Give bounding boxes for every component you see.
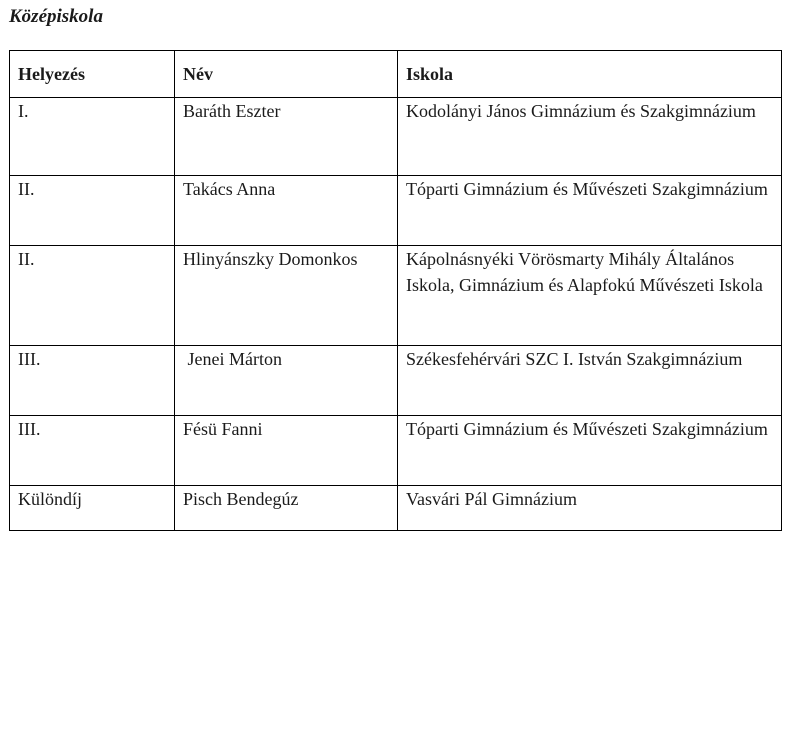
- cell-name: Pisch Bendegúz: [175, 486, 398, 531]
- table-row: [10, 176, 782, 246]
- table-row: [10, 416, 782, 486]
- cell-school: Kodolányi János Gimnázium és Szakgimnázium: [398, 98, 782, 176]
- cell-name: Jenei Márton: [175, 346, 398, 416]
- cell-name: Baráth Eszter: [175, 98, 398, 176]
- table-row: [10, 346, 782, 416]
- cell-school: Tóparti Gimnázium és Művészeti Szakgimnázium: [398, 176, 782, 246]
- header-place: Helyezés: [10, 51, 175, 98]
- cell-place: II.: [10, 246, 175, 346]
- table-row: [10, 486, 782, 531]
- cell-place: I.: [10, 98, 175, 176]
- cell-name: Hlinyánszky Domonkos: [175, 246, 398, 346]
- cell-school: Kápolnásnyéki Vörösmarty Mihály Általános Iskola, Gimnázium és Alapfokú Művészeti Iskola: [398, 246, 782, 346]
- table-row: [10, 98, 782, 176]
- cell-name: Takács Anna: [175, 176, 398, 246]
- cell-school: Tóparti Gimnázium és Művészeti Szakgimnázium: [398, 416, 782, 486]
- cell-school: Vasvári Pál Gimnázium: [398, 486, 782, 531]
- cell-name: Fésü Fanni: [175, 416, 398, 486]
- cell-school: Székesfehérvári SZC I. István Szakgimnázium: [398, 346, 782, 416]
- cell-place: Különdíj: [10, 486, 175, 531]
- cell-place: II.: [10, 176, 175, 246]
- table-header-row: [10, 51, 782, 98]
- results-table: [9, 50, 782, 531]
- table-row: [10, 246, 782, 346]
- header-name: Név: [175, 51, 398, 98]
- cell-place: III.: [10, 416, 175, 486]
- header-school: Iskola: [398, 51, 782, 98]
- cell-place: III.: [10, 346, 175, 416]
- page-title: Középiskola: [9, 6, 103, 27]
